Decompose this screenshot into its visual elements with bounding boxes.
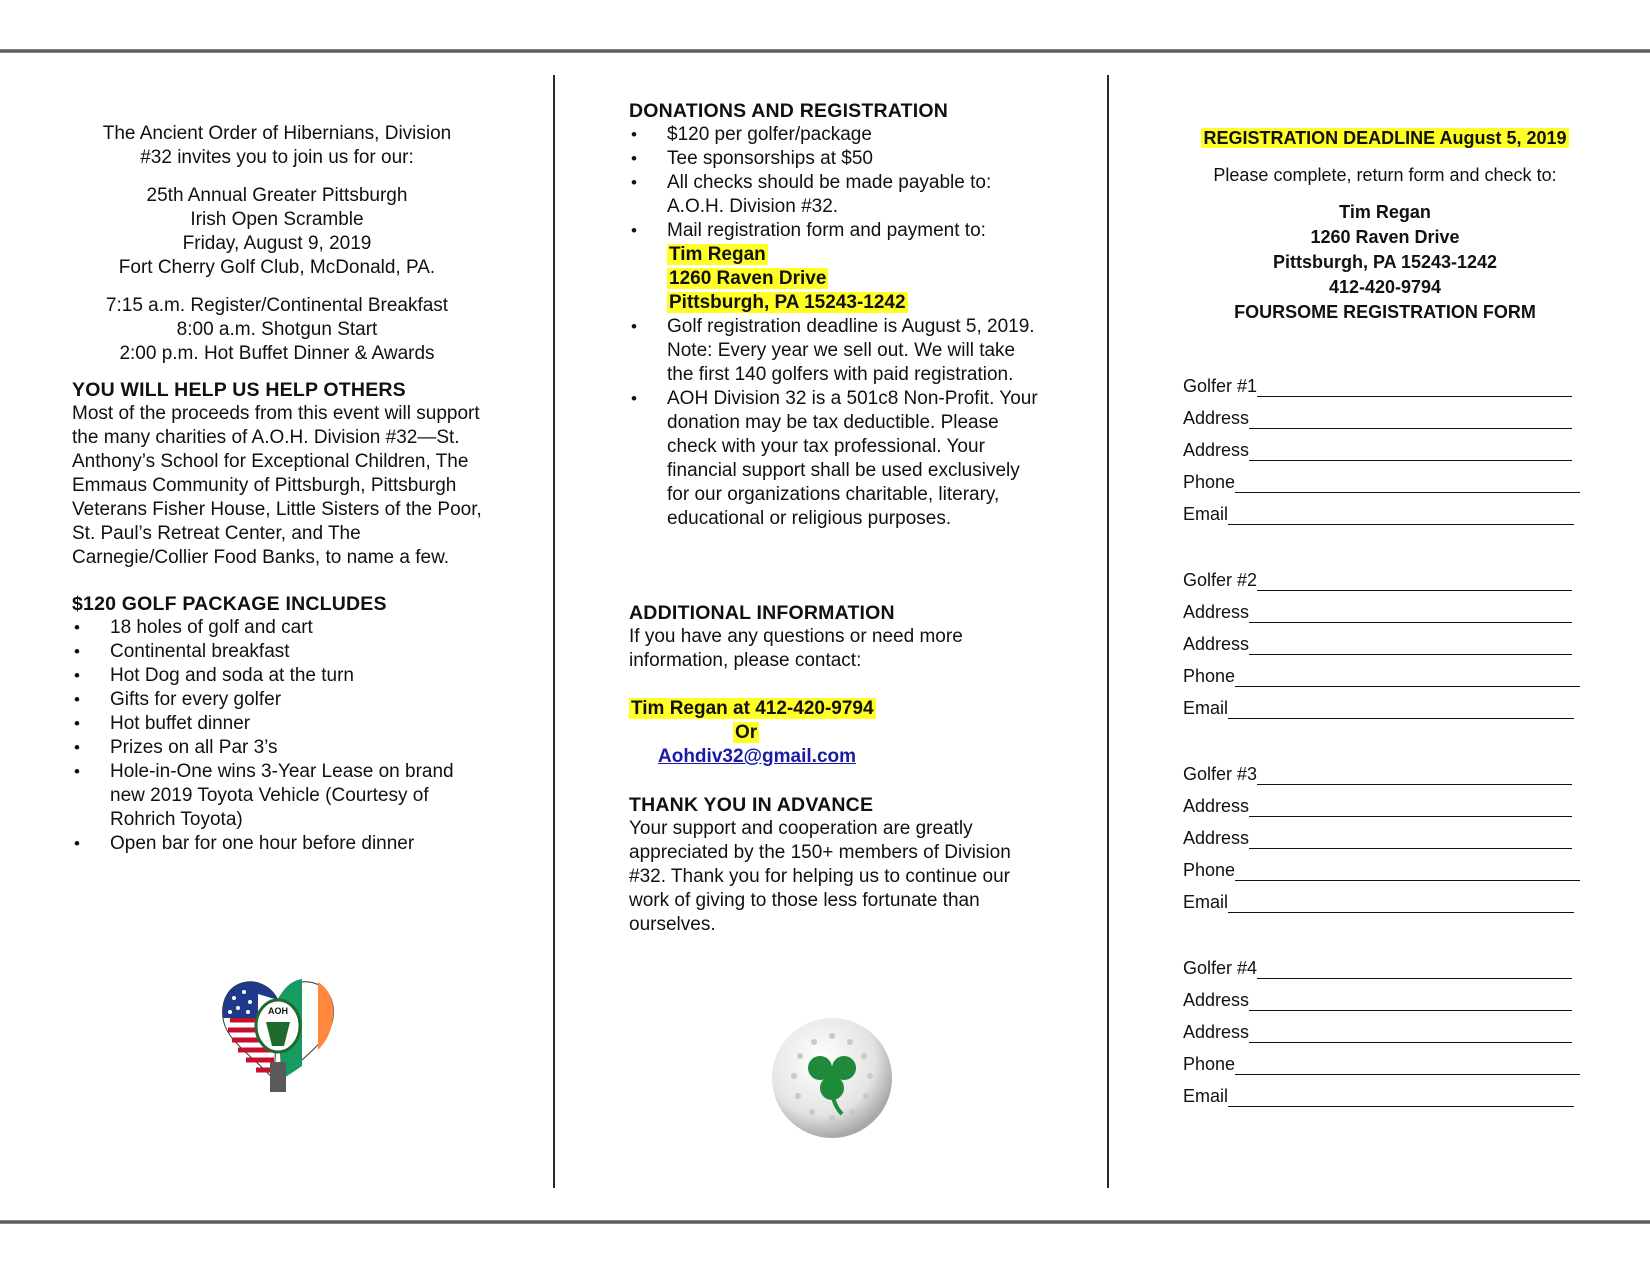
thanks-text: Your support and cooperation are greatly appreciated by the 150+ members of Division #32. Thank you for helping us to continue our work of giving to those less fortunate than ourselves.: [629, 818, 1011, 935]
address-line: 1260 Raven Drive: [1310, 227, 1460, 247]
return-address: [1150, 200, 1620, 300]
field-label: Phone: [1183, 666, 1236, 686]
golfer-2-address-field[interactable]: [1183, 601, 1572, 623]
help-text: Most of the proceeds from this event will support the many charities of A.O.H. Division #32—St. Anthony’s School for Exceptional Children, The Emmaus Community of Pittsburgh, Pittsburgh Veterans Fisher House, Little Sisters of the Poor, St. Paul’s Retreat Center, and The Carnegie/Collier Food Banks, to name a few.: [72, 403, 482, 568]
golfer-2-email-field[interactable]: [1183, 697, 1574, 719]
golfer-2-phone-field[interactable]: [1183, 665, 1580, 687]
golfer-4-name-field[interactable]: [1183, 957, 1572, 979]
thanks-heading: THANK YOU IN ADVANCE: [629, 794, 874, 816]
left-panel: [72, 122, 482, 856]
golfer-2-address-field[interactable]: [1183, 633, 1572, 655]
field-line[interactable]: [1257, 378, 1572, 397]
golfer-1-name-field[interactable]: [1183, 375, 1572, 397]
list-item: • Golf registration deadline is August 5, 2019. Note: Every year we sell out. We will take the first 140 golfers with paid registration.: [629, 315, 1039, 387]
field-line[interactable]: [1249, 442, 1572, 461]
golfer-2-name-field[interactable]: [1183, 569, 1572, 591]
intro: [72, 122, 482, 170]
field-label: Phone: [1183, 472, 1236, 492]
field-label: Email: [1183, 504, 1229, 524]
intro-line: #32 invites you to join us for our:: [140, 147, 414, 168]
field-label: Address: [1183, 408, 1250, 428]
list-item: • 18 holes of golf and cart: [72, 616, 482, 640]
golfer-4-address-field[interactable]: [1183, 1021, 1572, 1043]
golfer-3-email-field[interactable]: [1183, 891, 1574, 913]
golfer-4-email-field[interactable]: [1183, 1085, 1574, 1107]
schedule-line: 2:00 p.m. Hot Buffet Dinner & Awards: [119, 343, 435, 364]
field-line[interactable]: [1235, 1056, 1580, 1075]
field-line[interactable]: [1257, 960, 1572, 979]
schedule-line: 7:15 a.m. Register/Continental Breakfast: [105, 295, 449, 316]
field-line[interactable]: [1257, 766, 1572, 785]
list-item: • Prizes on all Par 3’s: [72, 736, 482, 760]
golf-ball-graphic: [770, 1016, 894, 1140]
contact-block: [629, 697, 1039, 769]
golf-ball-shamrock-icon: [770, 1016, 894, 1140]
top-border: [0, 49, 1650, 53]
event-details: [72, 184, 482, 280]
field-label: Address: [1183, 440, 1250, 460]
address-line: Pittsburgh, PA 15243-1242: [1272, 252, 1498, 272]
golfer-3-address-field[interactable]: [1183, 827, 1572, 849]
field-label: Golfer #2: [1183, 570, 1258, 590]
field-label: Email: [1183, 1086, 1229, 1106]
golfer-3-address-field[interactable]: [1183, 795, 1572, 817]
field-line[interactable]: [1249, 604, 1572, 623]
contact-line: Tim Regan at 412-420-9794: [631, 698, 874, 719]
form-title: FOURSOME REGISTRATION FORM: [1234, 302, 1536, 322]
registration-deadline: REGISTRATION DEADLINE August 5, 2019: [1203, 128, 1567, 148]
right-panel-header: [1150, 126, 1620, 325]
schedule-line: 8:00 a.m. Shotgun Start: [176, 319, 378, 340]
contact-or: Or: [735, 722, 758, 743]
list-item: • $120 per golfer/package: [629, 123, 1039, 147]
package-heading: $120 GOLF PACKAGE INCLUDES: [72, 593, 387, 615]
event-line: Fort Cherry Golf Club, McDonald, PA.: [118, 257, 436, 278]
golfer-1-phone-field[interactable]: [1183, 471, 1580, 493]
schedule: [72, 294, 482, 366]
field-label: Address: [1183, 634, 1250, 654]
golfer-3-name-field[interactable]: [1183, 763, 1572, 785]
golfer-1-address-field[interactable]: [1183, 407, 1572, 429]
additional-text: If you have any questions or need more information, please contact:: [629, 626, 963, 671]
field-label: Address: [1183, 796, 1250, 816]
field-line[interactable]: [1249, 992, 1572, 1011]
bottom-border: [0, 1220, 1650, 1224]
divider-right: [1107, 75, 1109, 1188]
list-item: • Tee sponsorships at $50: [629, 147, 1039, 171]
field-label: Golfer #1: [1183, 376, 1258, 396]
divider-left: [553, 75, 555, 1188]
field-label: Address: [1183, 602, 1250, 622]
list-item: • Hot buffet dinner: [72, 712, 482, 736]
field-line[interactable]: [1228, 700, 1574, 719]
donations-heading: DONATIONS AND REGISTRATION: [629, 100, 948, 122]
list-item: • Hole-in-One wins 3-Year Lease on brand new 2019 Toyota Vehicle (Courtesy of Rohrich Toyota): [72, 760, 482, 832]
event-line: 25th Annual Greater Pittsburgh: [146, 185, 408, 206]
mail-instruction: Mail registration form and payment to:: [667, 220, 986, 241]
list-item: [629, 219, 1039, 315]
field-label: Phone: [1183, 860, 1236, 880]
golfer-3-phone-field[interactable]: [1183, 859, 1580, 881]
field-line[interactable]: [1228, 894, 1574, 913]
list-item: • AOH Division 32 is a 501c8 Non-Profit. Your donation may be tax deductible. Please check with your tax professional. Your financial support shall be used exclusively for our organizations charitable, literary, educational or religious purposes.: [629, 387, 1039, 531]
donations-list: [629, 123, 1039, 531]
field-line[interactable]: [1249, 1024, 1572, 1043]
field-label: Address: [1183, 990, 1250, 1010]
list-item: • All checks should be made payable to: A.O.H. Division #32.: [629, 171, 1039, 219]
field-label: Golfer #4: [1183, 958, 1258, 978]
list-item: • Open bar for one hour before dinner: [72, 832, 482, 856]
address-line: Tim Regan: [1339, 202, 1431, 222]
form-instructions: Please complete, return form and check to:: [1213, 165, 1557, 185]
package-list: [72, 616, 482, 856]
field-label: Golfer #3: [1183, 764, 1258, 784]
field-label: Email: [1183, 892, 1229, 912]
field-label: Email: [1183, 698, 1229, 718]
field-line[interactable]: [1235, 474, 1580, 493]
list-item: • Continental breakfast: [72, 640, 482, 664]
contact-email-link[interactable]: Aohdiv32@gmail.com: [658, 746, 857, 767]
field-label: Address: [1183, 828, 1250, 848]
mail-address-line: Tim Regan: [669, 244, 766, 265]
golfer-4-phone-field[interactable]: [1183, 1053, 1580, 1075]
help-heading: YOU WILL HELP US HELP OTHERS: [72, 379, 406, 401]
mail-address-line: 1260 Raven Drive: [669, 268, 827, 289]
field-line[interactable]: [1228, 1088, 1574, 1107]
field-line[interactable]: [1257, 572, 1572, 591]
logo-text: AOH: [268, 1006, 288, 1016]
golfer-1-address-field[interactable]: [1183, 439, 1572, 461]
field-label: Phone: [1183, 1054, 1236, 1074]
event-line: Friday, August 9, 2019: [182, 233, 372, 254]
list-item: • Gifts for every golfer: [72, 688, 482, 712]
address-line: 412-420-9794: [1328, 277, 1442, 297]
list-item: • Hot Dog and soda at the turn: [72, 664, 482, 688]
intro-line: The Ancient Order of Hibernians, Division: [102, 123, 452, 144]
golfer-4-address-field[interactable]: [1183, 989, 1572, 1011]
field-line[interactable]: [1228, 506, 1574, 525]
field-line[interactable]: [1235, 668, 1580, 687]
aoh-flags-logo: [218, 970, 338, 1094]
field-line[interactable]: [1249, 636, 1572, 655]
middle-panel: [629, 99, 1039, 937]
field-line[interactable]: [1249, 830, 1572, 849]
mail-address-line: Pittsburgh, PA 15243-1242: [669, 292, 906, 313]
field-line[interactable]: [1235, 862, 1580, 881]
aoh-logo-graphic: [218, 970, 338, 1094]
field-line[interactable]: [1249, 410, 1572, 429]
event-line: Irish Open Scramble: [190, 209, 364, 230]
additional-heading: ADDITIONAL INFORMATION: [629, 602, 895, 624]
golfer-1-email-field[interactable]: [1183, 503, 1574, 525]
field-label: Address: [1183, 1022, 1250, 1042]
field-line[interactable]: [1249, 798, 1572, 817]
